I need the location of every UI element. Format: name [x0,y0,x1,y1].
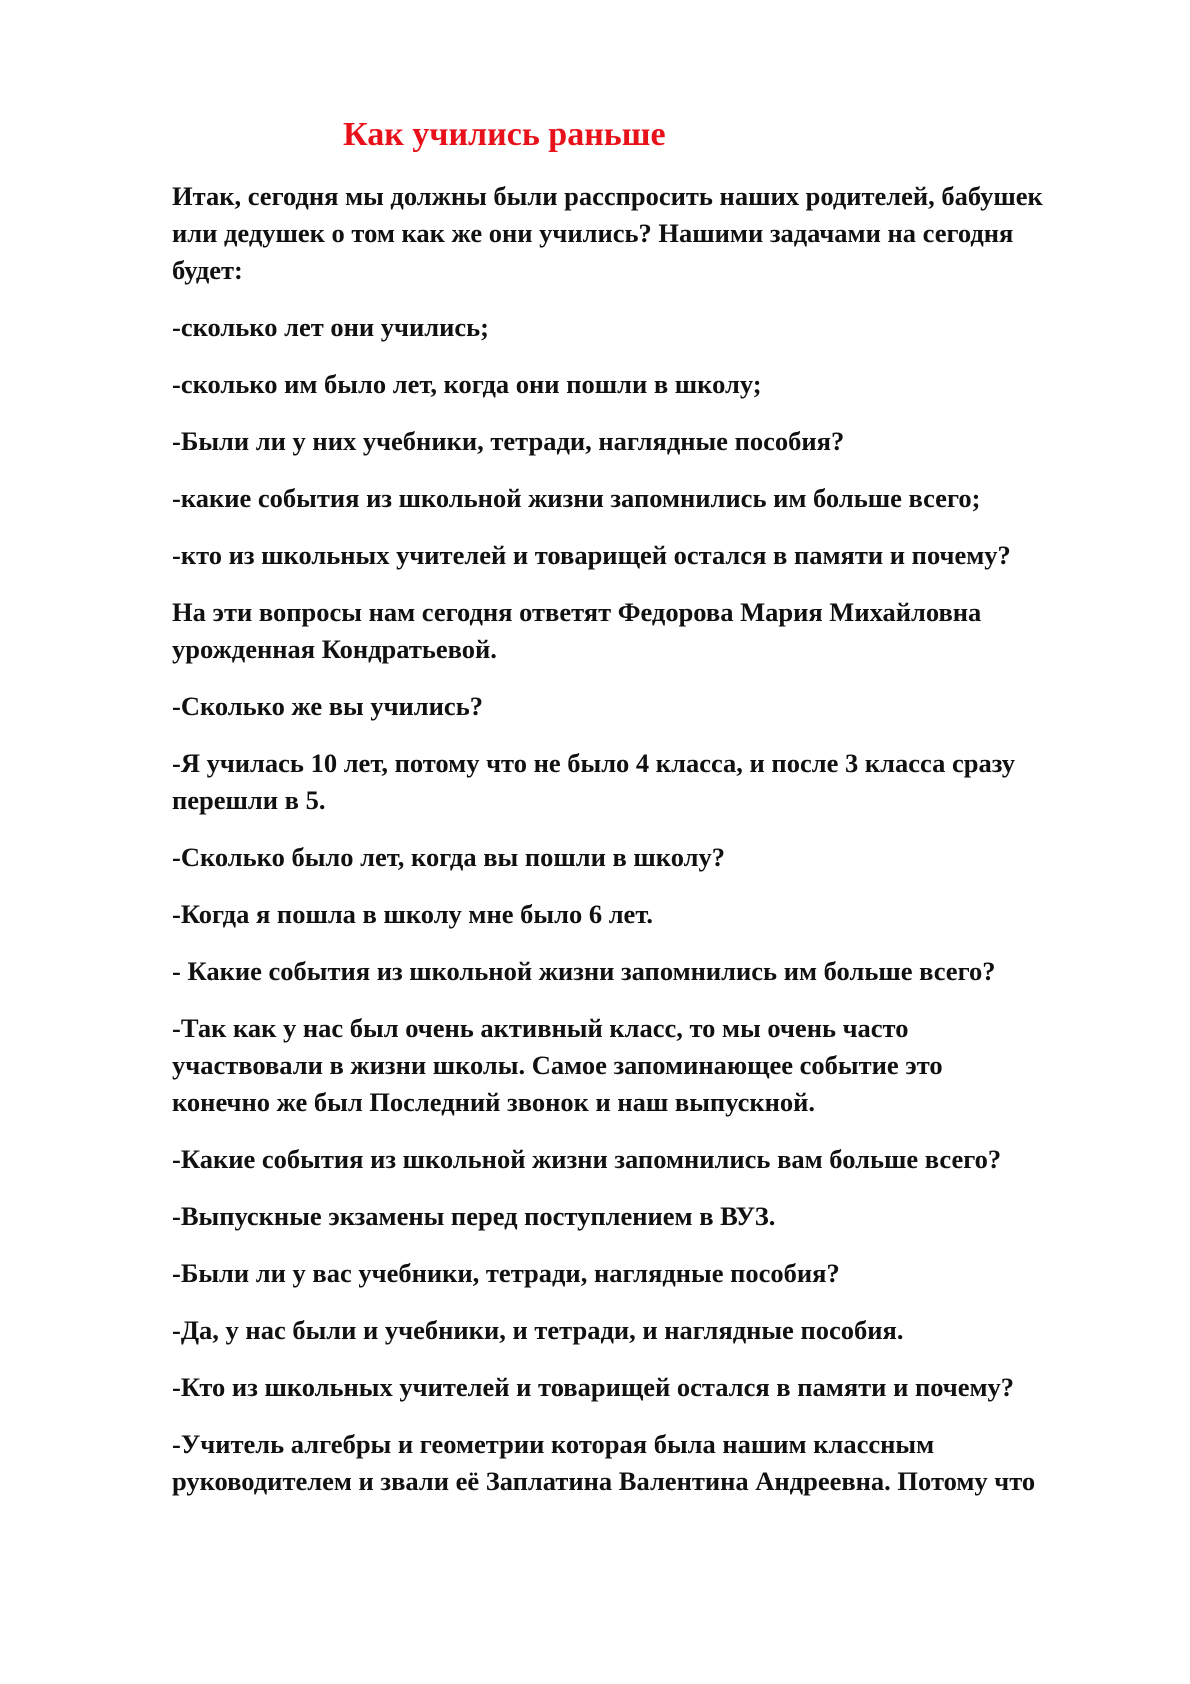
text-line: - Какие события из школьной жизни запомнились им больше всего? [172,956,996,986]
text-line: урожденная Кондратьевой. [172,634,497,664]
text-line: -Были ли у них учебники, тетради, наглядные пособия? [172,426,845,456]
paragraph [172,1426,1132,1500]
text-line: На эти вопросы нам сегодня ответят Федорова Мария Михайловна [172,597,982,627]
paragraph [172,1198,1132,1235]
paragraph [172,480,1132,517]
text-line: -Учитель алгебры и геометрии которая была нашим классным [172,1429,935,1459]
text-line: руководителем и звали её Заплатина Валентина Андреевна. Потому что [172,1466,1036,1496]
text-line: -сколько им было лет, когда они пошли в школу; [172,369,762,399]
paragraph [172,178,1132,289]
paragraph [172,423,1132,460]
text-line: Итак, сегодня мы должны были расспросить наших родителей, бабушек [172,181,1043,211]
paragraph [172,1369,1132,1406]
paragraph [172,594,1132,668]
paragraph [172,688,1132,725]
paragraph [172,537,1132,574]
paragraph [172,839,1132,876]
paragraph [172,745,1132,819]
text-line: -Какие события из школьной жизни запомнились вам больше всего? [172,1144,1002,1174]
text-line: -Были ли у вас учебники, тетради, наглядные пособия? [172,1258,840,1288]
text-line: участвовали в жизни школы. Самое запоминающее событие это [172,1050,943,1080]
text-line: или дедушек о том как же они учились? Нашими задачами на сегодня [172,218,1014,248]
text-line: будет: [172,255,243,285]
paragraph [172,1010,1132,1121]
text-line: -Да, у нас были и учебники, и тетради, и наглядные пособия. [172,1315,904,1345]
text-line: -Я училась 10 лет, потому что не было 4 класса, и после 3 класса сразу [172,748,1016,778]
text-line: -Когда я пошла в школу мне было 6 лет. [172,899,653,929]
paragraph [172,953,1132,990]
text-line: -какие события из школьной жизни запомнились им больше всего; [172,483,981,513]
document-body [172,178,1132,1520]
text-line: -Так как у нас был очень активный класс, то мы очень часто [172,1013,909,1043]
text-line: -кто из школьных учителей и товарищей остался в памяти и почему? [172,540,1011,570]
text-line: -сколько лет они учились; [172,312,489,342]
text-line: -Сколько же вы учились? [172,691,483,721]
paragraph [172,366,1132,403]
paragraph [172,1255,1132,1292]
text-line: перешли в 5. [172,785,326,815]
text-line: -Кто из школьных учителей и товарищей остался в памяти и почему? [172,1372,1015,1402]
paragraph [172,309,1132,346]
text-line: -Выпускные экзамены перед поступлением в ВУЗ. [172,1201,776,1231]
paragraph [172,1141,1132,1178]
paragraph [172,896,1132,933]
text-line: -Сколько было лет, когда вы пошли в школу? [172,842,725,872]
paragraph [172,1312,1132,1349]
text-line: конечно же был Последний звонок и наш выпускной. [172,1087,816,1117]
page-title: Как учились раньше [343,116,666,153]
